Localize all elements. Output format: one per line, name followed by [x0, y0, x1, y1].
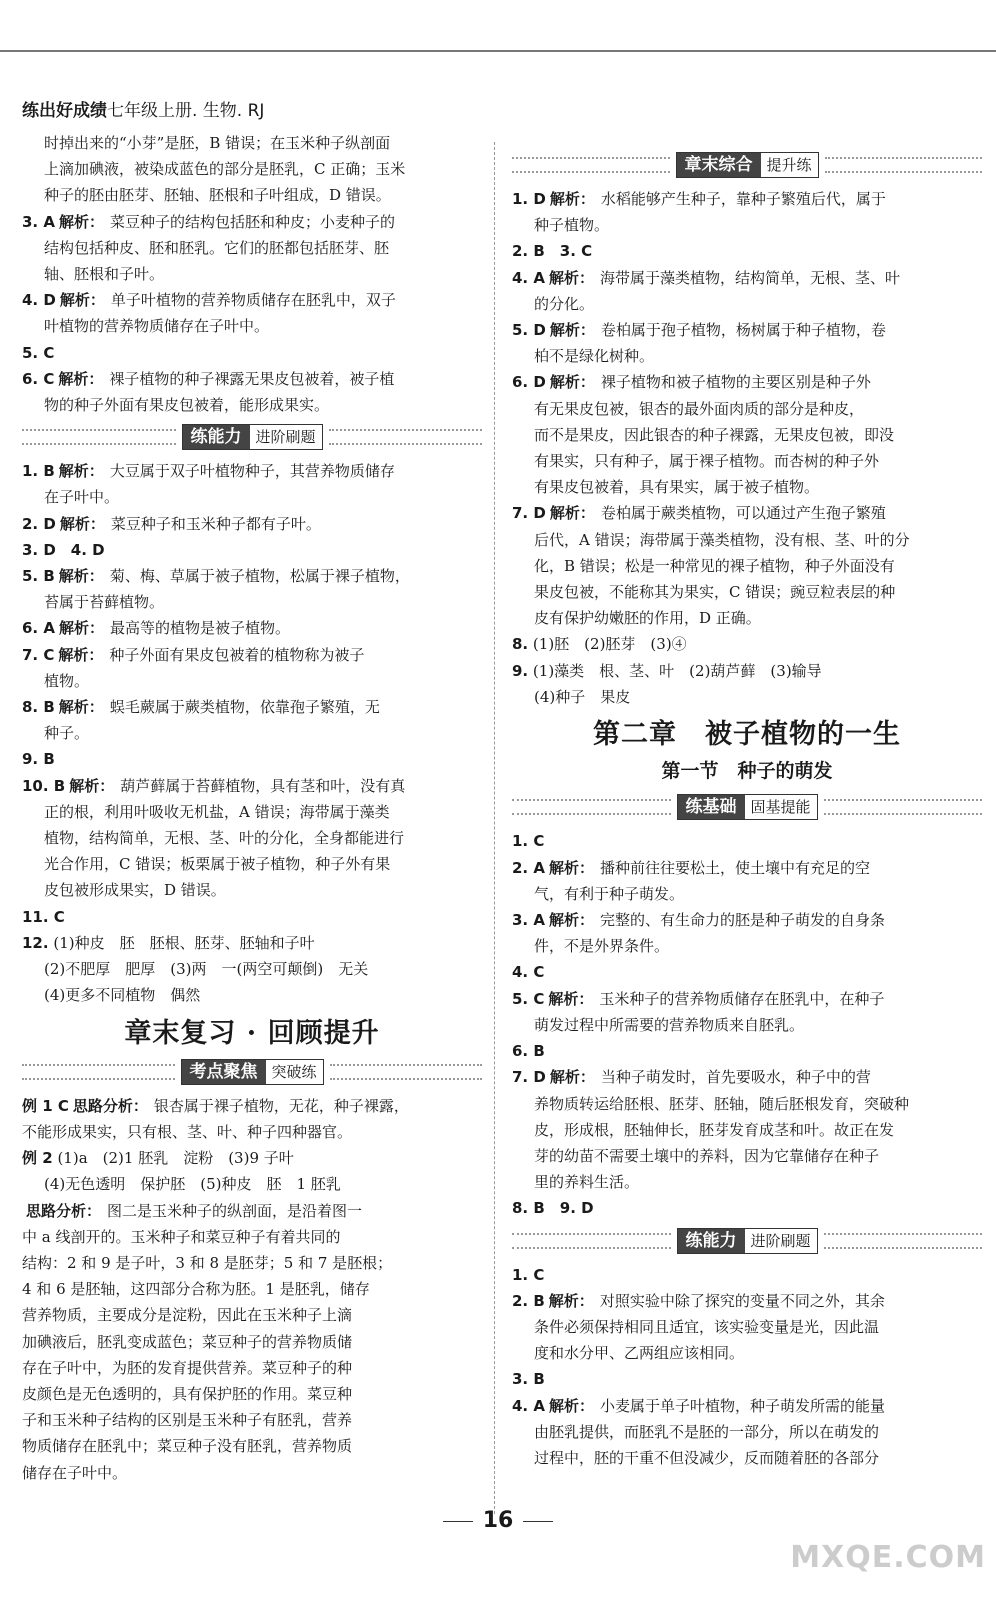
answer-line [512, 265, 982, 291]
answer-number: 12. [22, 933, 49, 952]
answer-number: 3. D 4. D [22, 540, 105, 559]
banner-title: 练能力 [183, 425, 250, 449]
answer-text: (2)不肥厚 肥厚 (3)两 一(两空可颠倒) 无关 [44, 960, 369, 979]
answer-number: 5. C [22, 343, 55, 362]
answer-line [512, 317, 982, 343]
answer-line [22, 904, 482, 930]
answer-text: 种子。 [44, 724, 90, 743]
banner-subtitle: 提升练 [761, 153, 818, 177]
answer-line [512, 186, 982, 212]
answer-text: 而不是果皮，因此银杏的种子裸露，无果皮包被，即没 [534, 425, 895, 444]
answer-line [512, 1340, 982, 1366]
analysis-label: 解析： [58, 619, 104, 638]
answer-text: (1)种皮 胚 胚根、胚芽、胚轴和子叶 [53, 933, 315, 952]
answer-line [22, 877, 482, 903]
analysis-label: 思路分析： [72, 1096, 148, 1115]
example-number: 例 1 C [22, 1096, 69, 1115]
text-line: 种子的胚由胚芽、胚轴、胚根和子叶组成，D 错误。 [44, 186, 391, 205]
section-banner [22, 422, 482, 452]
answer-text: (1)藻类 根、茎、叶 (2)葫芦藓 (3)输导 [532, 661, 822, 680]
answer-text: 果皮包被，不能称其为果实，C 错误；豌豆粒表层的种 [534, 583, 896, 602]
banner-dots [512, 157, 670, 173]
answer-line [512, 933, 982, 959]
book-info: 七年级上册. 生物. RJ [107, 101, 265, 121]
answer-line [512, 1419, 982, 1445]
answer-text: 图二是玉米种子的纵剖面，是沿着图一 [107, 1201, 363, 1220]
answer-line [22, 1407, 482, 1433]
banner-dots [330, 1064, 483, 1080]
page-header [22, 96, 264, 121]
watermark-logo: MXQE.COM [790, 1540, 986, 1575]
answer-text: 条件必须保持相同且适宜，该实验变量是光，因此温 [534, 1317, 880, 1336]
answer-number: 10. B [22, 776, 66, 795]
answer-number: 8. B 9. D [512, 1199, 594, 1218]
answer-line [22, 511, 482, 537]
banner-dots [329, 429, 483, 445]
answer-line [512, 658, 982, 684]
right-column [512, 146, 982, 1471]
answer-text: (4)种子 果皮 [534, 687, 631, 706]
answer-text: 植物，结构简单，无根、茎、叶的分化，全身都能进行 [44, 829, 405, 848]
answer-line [512, 631, 982, 657]
answer-number: 2. B 3. C [512, 242, 593, 261]
answer-line [512, 1393, 982, 1419]
answer-text: 有无果皮包被，银杏的最外面肉质的部分是种皮， [534, 399, 865, 418]
answer-text: 芽的幼苗不需要土壤中的养料，因为它靠储存在种子 [534, 1146, 880, 1165]
answer-text: 皮包被形成果实，D 错误。 [44, 881, 226, 900]
answer-number: 6. D [512, 373, 546, 392]
answer-line [22, 825, 482, 851]
banner-box [677, 794, 818, 820]
answer-text: 大豆属于双子叶植物种子，其营养物质储存 [109, 462, 395, 481]
answer-line [22, 642, 482, 668]
answer-text: 有果皮包被着，具有果实，属于被子植物。 [534, 478, 820, 497]
answer-text: 养物质转运给胚根、胚芽、胚轴，随后胚根发育，突破种 [534, 1094, 910, 1113]
answer-line [22, 1119, 482, 1145]
answer-text: 气，有利于种子萌发。 [534, 884, 685, 903]
answer-number: 5. B [22, 567, 55, 586]
answer-number: 7. D [512, 1068, 546, 1087]
answer-line [22, 484, 482, 510]
answer-line [22, 851, 482, 877]
answer-text: 菜豆种子的结构包括胚和种皮；小麦种子的 [109, 212, 395, 231]
answer-number: 5. D [512, 321, 546, 340]
section-banner [22, 1057, 482, 1087]
answer-line [22, 1381, 482, 1407]
answer-text: 皮有保护幼嫩胚的作用，D 正确。 [534, 609, 761, 628]
text-line: 时掉出来的“小芽”是胚，B 错误；在玉米种子纵剖面 [44, 134, 391, 152]
answer-text: 子和玉米种子结构的区别是玉米种子有胚乳，营养 [22, 1411, 353, 1430]
answer-line [22, 1329, 482, 1355]
answer-number: 7. C [22, 645, 55, 664]
answer-line [22, 956, 482, 982]
answer-line [22, 668, 482, 694]
answer-text: 当种子萌发时，首先要吸水，种子中的营 [600, 1068, 871, 1087]
column-divider [494, 142, 495, 1514]
answer-line [512, 553, 982, 579]
analysis-label: 解析： [549, 190, 595, 208]
answer-text: 卷柏属于蕨类植物，可以通过产生孢子繁殖 [600, 504, 886, 523]
banner-dots [824, 1233, 983, 1249]
answer-line [22, 392, 482, 418]
analysis-label: 解析： [548, 268, 594, 287]
banner-box [181, 1059, 324, 1085]
answer-text: 蜈毛蕨属于蕨类植物，依靠孢子繁殖，无 [109, 698, 380, 717]
answer-text: 在子叶中。 [44, 488, 120, 507]
answer-text: 结构包括种皮、胚和胚乳。它们的胚都包括胚芽、胚 [44, 238, 390, 257]
answer-line [22, 1276, 482, 1302]
answer-line [22, 1460, 482, 1486]
answer-text: 件，不是外界条件。 [534, 937, 670, 956]
answer-number: 8. B [22, 698, 55, 717]
answer-text: 化，B 错误；松是一种常见的裸子植物，种子外面没有 [534, 556, 895, 575]
answer-line [22, 537, 482, 563]
answer-line [22, 930, 482, 956]
answer-text: 度和水分甲、乙两组应该相同。 [534, 1344, 745, 1363]
answer-text: 菊、梅、草属于被子植物，松属于裸子植物， [109, 567, 410, 586]
answer-number: 1. C [512, 832, 545, 851]
answer-text: 过程中，胚的干重不但没减少，反而随着胚的各部分 [534, 1448, 880, 1467]
chapter-title: 章末复习 · 回顾提升 [124, 1017, 380, 1049]
answer-text: 柏不是绿化树种。 [534, 347, 655, 366]
answer-text: 后代，A 错误；海带属于藻类植物，没有根、茎、叶的分 [534, 530, 910, 549]
answer-text: 皮颜色是无色透明的，具有保护胚的作用。菜豆种 [22, 1384, 353, 1403]
answer-number: 3. B [512, 1370, 545, 1389]
answer-line [22, 1355, 482, 1381]
answer-text: 不能形成果实，只有根、茎、叶、种子四种器官。 [22, 1122, 353, 1141]
answer-line [22, 458, 482, 484]
answer-line [512, 238, 982, 264]
series-title: 练出好成绩 [22, 101, 107, 121]
answer-line [512, 1117, 982, 1143]
answer-line [512, 1445, 982, 1471]
answer-number: 3. A [22, 212, 55, 231]
analysis-label: 解析： [548, 858, 594, 877]
banner-subtitle: 进阶刷题 [250, 425, 322, 449]
answer-line [512, 1195, 982, 1221]
answer-line [22, 615, 482, 641]
answer-line [22, 1093, 482, 1119]
section-banner [512, 792, 982, 822]
answer-line [512, 422, 982, 448]
answer-text: 由胚乳提供，而胚乳不是胚的一部分，所以在萌发的 [534, 1422, 880, 1441]
answer-line [512, 959, 982, 985]
analysis-label: 解析： [58, 645, 104, 664]
banner-title: 章末综合 [677, 153, 761, 177]
analysis-label: 解析： [549, 504, 595, 523]
answer-line [22, 366, 482, 392]
banner-box [182, 424, 323, 450]
answer-line [512, 1038, 982, 1064]
answer-line [22, 773, 482, 799]
answer-number: 2. D [22, 514, 56, 533]
answer-number: 9. B [22, 750, 55, 769]
banner-subtitle: 固基提能 [745, 795, 817, 819]
answer-text: 植物。 [44, 671, 90, 690]
answer-line [512, 369, 982, 395]
answer-text: 卷柏属于孢子植物，杨树属于种子植物，卷 [600, 321, 886, 340]
answer-line [22, 261, 482, 287]
banner-dots [512, 1233, 671, 1249]
answer-line [512, 828, 982, 854]
analysis-label: 解析： [58, 698, 104, 717]
answer-number: 1. B [22, 462, 55, 481]
answer-line [512, 684, 982, 710]
answer-line [22, 1224, 482, 1250]
banner-dots [22, 429, 176, 445]
banner-subtitle: 进阶刷题 [745, 1229, 817, 1253]
analysis-label: 解析： [548, 911, 594, 930]
answer-text: 海带属于藻类植物，结构简单，无根、茎、叶 [599, 268, 900, 287]
answer-line [512, 855, 982, 881]
answer-line [512, 500, 982, 526]
answer-line [512, 448, 982, 474]
answer-text: 加碘液后，胚乳变成蓝色；菜豆种子的营养物质储 [22, 1332, 353, 1351]
answer-text: 有果实，只有种子，属于裸子植物。而杏树的种子外 [534, 452, 880, 471]
answer-line [512, 474, 982, 500]
answer-line [512, 212, 982, 238]
answer-text: 种子外面有果皮包被着的植物称为被子 [109, 645, 365, 664]
answer-number: 8. [512, 635, 529, 654]
answer-line [512, 1143, 982, 1169]
answer-line [22, 720, 482, 746]
answer-text: 对照实验中除了探究的变量不同之外，其余 [599, 1291, 885, 1310]
answer-line [22, 746, 482, 772]
answer-line [512, 291, 982, 317]
banner-dots [512, 799, 671, 815]
analysis-label: 解析： [548, 1396, 594, 1415]
answer-text: 物质储存在胚乳中；菜豆种子没有胚乳，营养物质 [22, 1437, 353, 1456]
answer-line [512, 1091, 982, 1117]
answer-number: 1. D [512, 190, 546, 208]
answer-line [512, 907, 982, 933]
analysis-label: 解析： [59, 291, 105, 310]
answer-line [22, 563, 482, 589]
answer-number: 9. [512, 661, 529, 680]
answer-line [22, 1302, 482, 1328]
answer-text: (1)a (2)1 胚乳 淀粉 (3)9 子叶 [57, 1149, 294, 1168]
answer-text: 小麦属于单子叶植物，种子萌发所需的能量 [599, 1396, 885, 1415]
answer-text: 葫芦藓属于苔藓植物，具有茎和叶，没有真 [120, 776, 406, 795]
answer-line [512, 1012, 982, 1038]
answer-text: 种子植物。 [534, 216, 610, 235]
answer-text: 单子叶植物的营养物质储存在胚乳中，双子 [110, 291, 396, 310]
answer-line [22, 1171, 482, 1197]
page-number-text: 16 [482, 1508, 514, 1533]
banner-dots [824, 799, 983, 815]
answer-text: 叶植物的营养物质储存在子叶中。 [44, 317, 270, 336]
analysis-label: 思路分析： [26, 1201, 102, 1220]
answer-text: 水稻能够产生种子，靠种子繁殖后代，属于 [600, 190, 886, 208]
analysis-label: 解析： [58, 369, 104, 388]
analysis-label: 解析： [548, 989, 594, 1008]
answer-line [22, 1145, 482, 1171]
answer-line [512, 605, 982, 631]
page-number [0, 1508, 996, 1533]
answer-text: (1)胚 (2)胚芽 (3)④ [532, 635, 687, 654]
banner-dots [825, 157, 983, 173]
answer-line [512, 1262, 982, 1288]
answer-text: 轴、胚根和子叶。 [44, 265, 165, 284]
answer-line [512, 1314, 982, 1340]
answer-number: 2. A [512, 858, 545, 877]
answer-text: 最高等的植物是被子植物。 [109, 619, 290, 638]
analysis-label: 解析： [549, 321, 595, 340]
answer-number: 3. A [512, 911, 545, 930]
banner-box [677, 1228, 818, 1254]
answer-line [512, 986, 982, 1012]
analysis-label: 解析： [59, 514, 105, 533]
answer-line [512, 1288, 982, 1314]
answer-text: 裸子植物和被子植物的主要区别是种子外 [600, 373, 871, 392]
answer-line [22, 1433, 482, 1459]
answer-text: 苔属于苔藓植物。 [44, 593, 165, 612]
answer-text: 光合作用，C 错误；板栗属于被子植物，种子外有果 [44, 855, 391, 874]
analysis-label: 解析： [58, 462, 104, 481]
answer-text: 物的种子外面有果皮包被着，能形成果实。 [44, 396, 330, 415]
answer-text: 玉米种子的营养物质储存在胚乳中，在种子 [599, 989, 885, 1008]
answer-text: 播种前往往要松土，使土壤中有充足的空 [599, 858, 870, 877]
answer-text: 存在子叶中，为胚的发育提供营养。菜豆种子的种 [22, 1358, 353, 1377]
answer-line [512, 579, 982, 605]
banner-box [676, 152, 819, 178]
answer-number: 1. C [512, 1265, 545, 1284]
answer-line [22, 313, 482, 339]
answer-line [22, 209, 482, 235]
answer-line [512, 1064, 982, 1090]
answer-line [512, 396, 982, 422]
answer-number: 5. C [512, 989, 545, 1008]
answer-line [512, 1366, 982, 1392]
answer-number: 11. C [22, 907, 65, 926]
answer-text: 里的养料生活。 [534, 1173, 640, 1192]
answer-number: 6. C [22, 369, 55, 388]
answer-number: 7. D [512, 504, 546, 523]
answer-number: 4. A [512, 1396, 545, 1415]
banner-title: 考点聚焦 [182, 1060, 266, 1084]
example-number: 例 2 [22, 1149, 53, 1168]
top-rule [0, 50, 996, 52]
banner-subtitle: 突破练 [266, 1060, 323, 1084]
left-column [22, 130, 482, 1486]
answer-text: 完整的、有生命力的胚是种子萌发的自身条 [599, 911, 885, 930]
analysis-label: 解析： [58, 212, 104, 231]
answer-line [512, 343, 982, 369]
answer-line [22, 287, 482, 313]
answer-text: (4)无色透明 保护胚 (5)种皮 胚 1 胚乳 [44, 1175, 341, 1194]
answer-line [22, 694, 482, 720]
section-title: 第一节 种子的萌发 [661, 760, 833, 783]
answer-text: 正的根，利用叶吸收无机盐，A 错误；海带属于藻类 [44, 802, 390, 821]
chapter-title: 第二章 被子植物的一生 [593, 719, 901, 751]
answer-line [22, 589, 482, 615]
analysis-label: 解析： [548, 1291, 594, 1310]
answer-number: 6. B [512, 1042, 545, 1061]
answer-line [22, 1250, 482, 1276]
answer-text: 的分化。 [534, 294, 595, 313]
answer-line [22, 1198, 482, 1224]
answer-number: 4. A [512, 268, 545, 287]
answer-number: 4. D [22, 291, 56, 310]
answer-text: 裸子植物的种子裸露无果皮包被着，被子植 [109, 369, 395, 388]
text-line: 上滴加碘液，被染成蓝色的部分是胚乳，C 正确；玉米 [44, 160, 406, 179]
answer-text: 结构：2 和 9 是子叶，3 和 8 是胚芽；5 和 7 是胚根； [22, 1253, 393, 1272]
answer-line [22, 340, 482, 366]
answer-text: 营养物质，主要成分是淀粉，因此在玉米种子上滴 [22, 1306, 353, 1325]
answer-text: 储存在子叶中。 [22, 1463, 128, 1482]
answer-text: 皮，形成根，胚轴伸长，胚芽发育成茎和叶。故正在发 [534, 1120, 895, 1139]
answer-number: 2. B [512, 1291, 545, 1310]
answer-line [22, 982, 482, 1008]
banner-title: 练能力 [678, 1229, 745, 1253]
answer-text: 银杏属于裸子植物，无花，种子裸露， [153, 1096, 409, 1115]
banner-title: 练基础 [678, 795, 745, 819]
answer-text: 4 和 6 是胚轴，这四部分合称为胚。1 是胚乳，储存 [22, 1280, 370, 1299]
analysis-label: 解析： [549, 1068, 595, 1087]
answer-text: 中 a 线剖开的。玉米种子和菜豆种子有着共同的 [22, 1227, 341, 1246]
analysis-label: 解析： [58, 567, 104, 586]
answer-text: 萌发过程中所需要的营养物质来自胚乳。 [534, 1015, 805, 1034]
answer-line [512, 1169, 982, 1195]
section-banner [512, 1226, 982, 1256]
answer-line [22, 235, 482, 261]
banner-dots [22, 1064, 175, 1080]
answer-number: 6. A [22, 619, 55, 638]
section-banner [512, 150, 982, 180]
answer-line [512, 881, 982, 907]
answer-text: 菜豆种子和玉米种子都有子叶。 [110, 514, 321, 533]
answer-text: (4)更多不同植物 偶然 [44, 986, 201, 1005]
answer-number: 4. C [512, 963, 545, 982]
analysis-label: 解析： [69, 776, 115, 795]
analysis-label: 解析： [549, 373, 595, 392]
answer-line [512, 527, 982, 553]
answer-line [22, 799, 482, 825]
